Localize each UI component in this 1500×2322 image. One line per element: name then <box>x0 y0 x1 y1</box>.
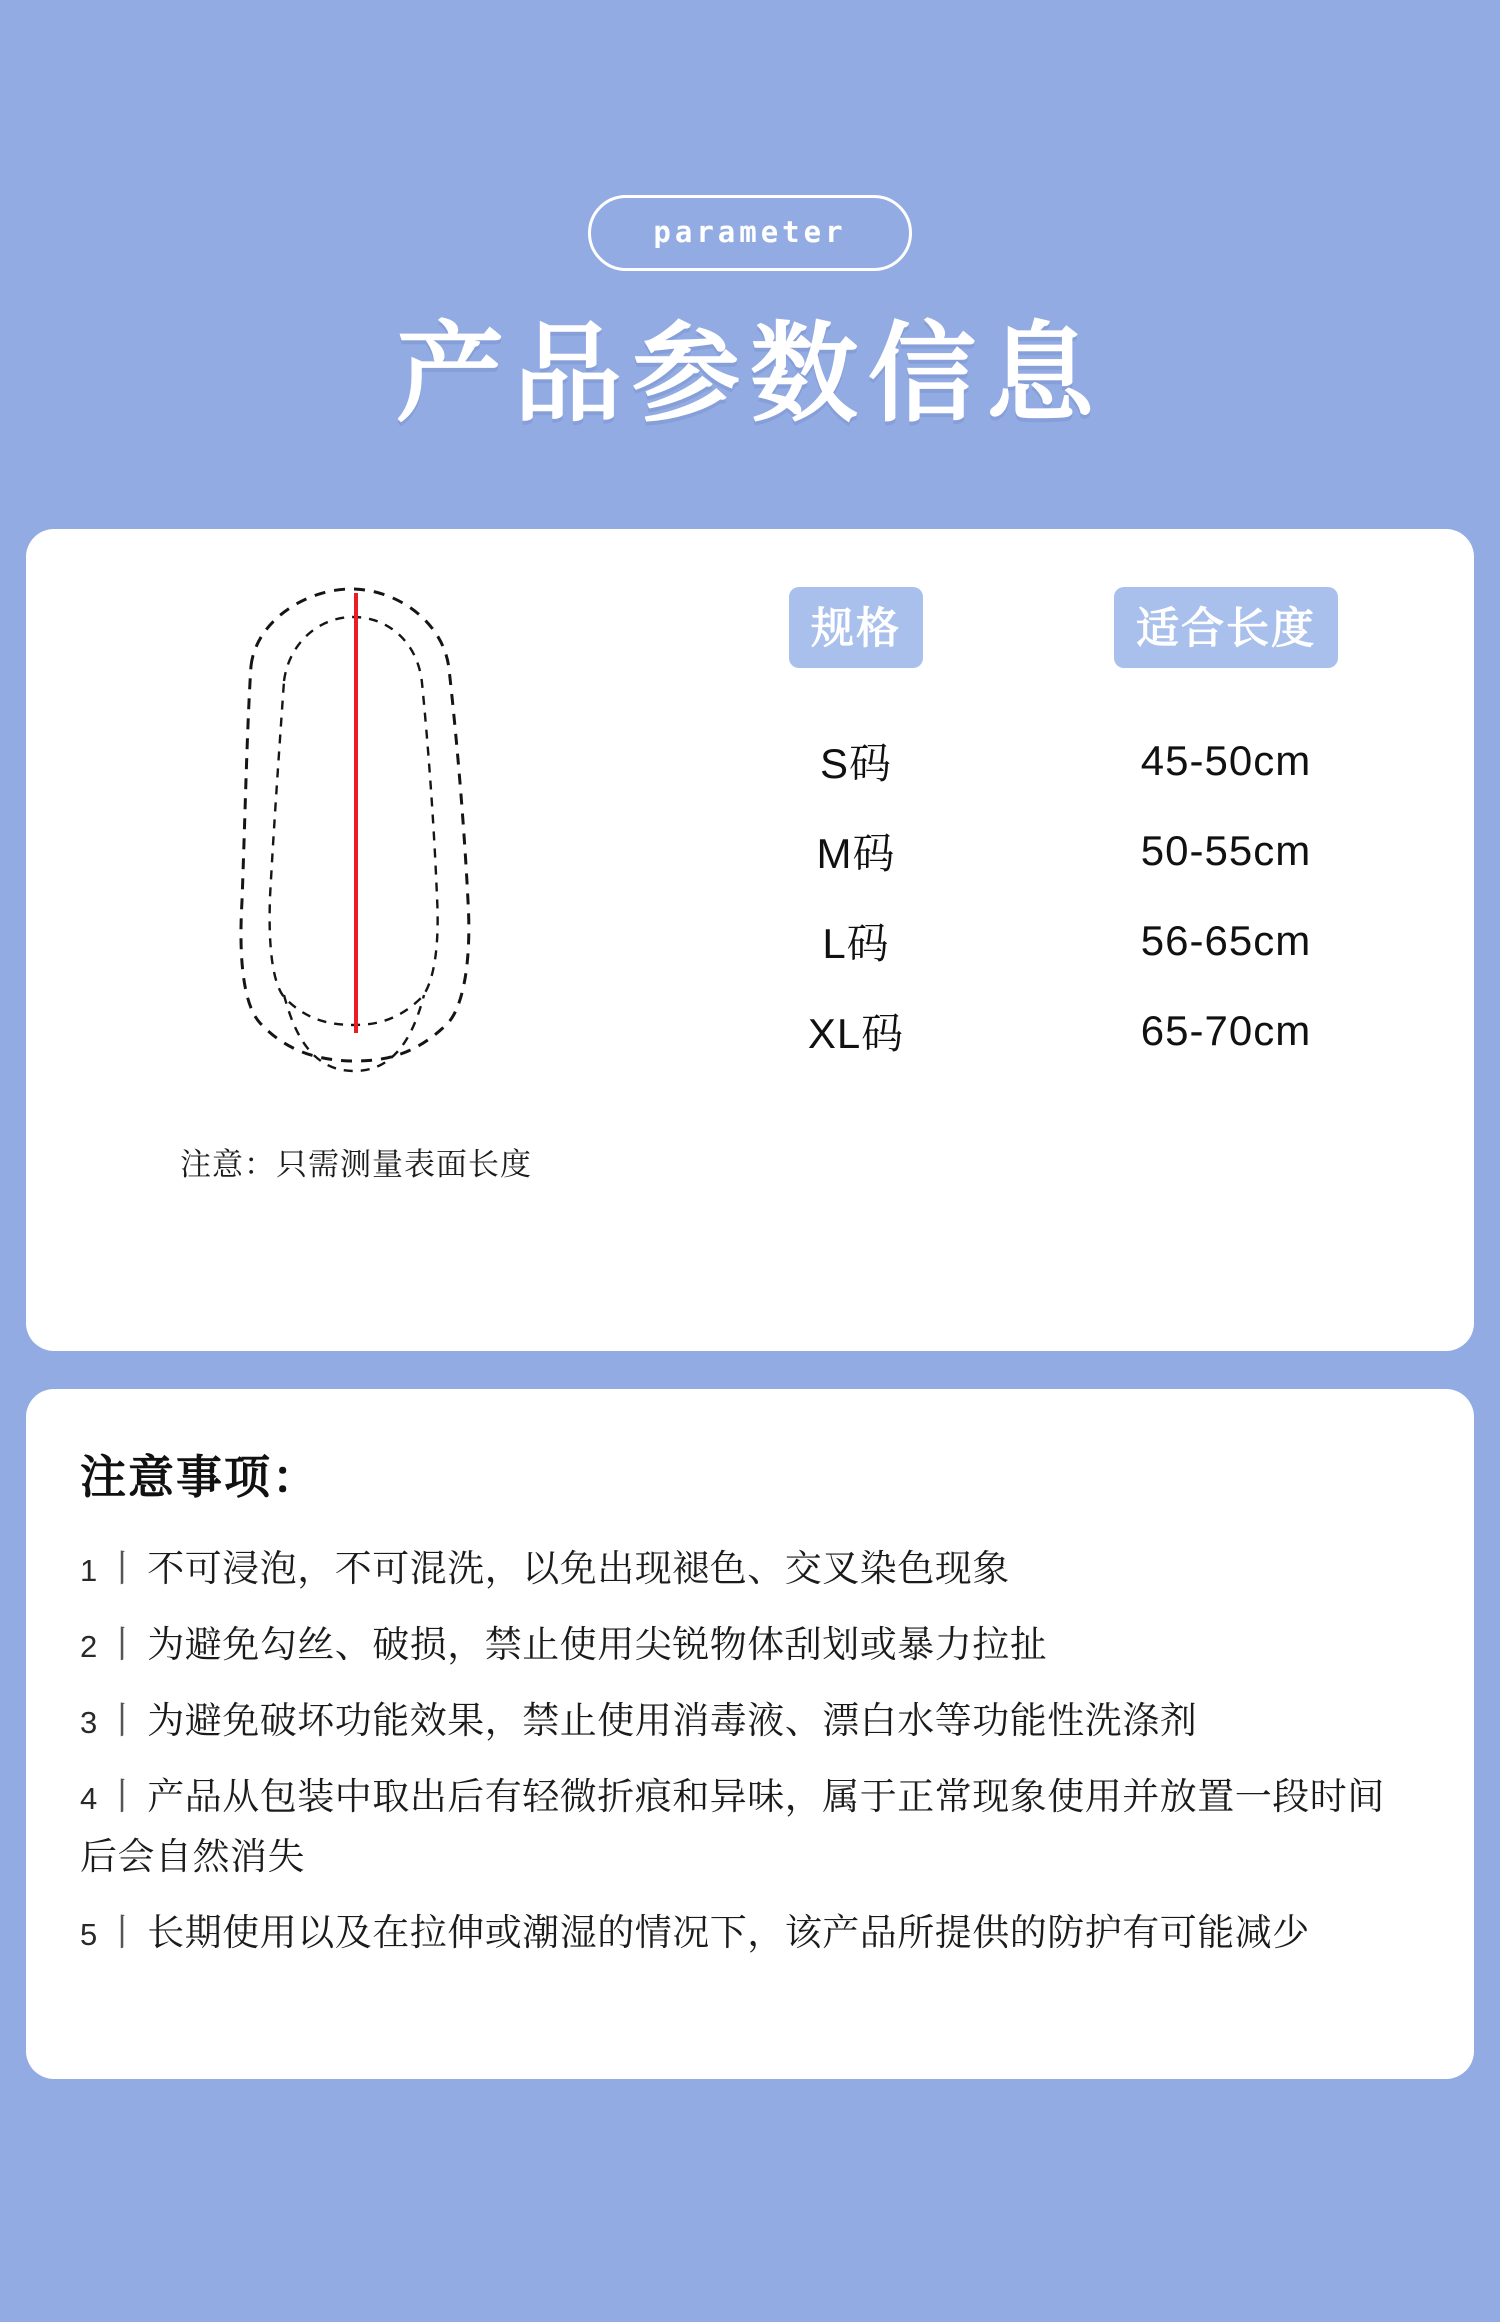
spec-table <box>686 529 1474 1351</box>
table-row <box>686 716 1474 806</box>
cell-length: 50-55cm <box>1140 827 1312 875</box>
notice-text: 为避免破坏功能效果，禁止使用消毒液、漂白水等功能性洗涤剂 <box>147 1700 1198 1742</box>
notice-title: 注意事项： <box>80 1451 320 1504</box>
spec-column-length-label: 适合长度 <box>1114 587 1338 668</box>
cell-size: L码 <box>822 920 890 968</box>
list-item <box>80 1767 1420 1887</box>
spec-card <box>26 529 1474 1351</box>
notice-text: 长期使用以及在拉伸或潮湿的情况下，该产品所提供的防护有可能减少 <box>147 1911 1310 1953</box>
list-item <box>80 1903 1420 1963</box>
notice-text: 为避免勾丝、破损，禁止使用尖锐物体刮划或暴力拉扯 <box>147 1624 1048 1666</box>
leg-sleeve-diagram-icon <box>156 571 556 1131</box>
diagram-area <box>26 529 686 1351</box>
notice-divider: 丨 <box>103 1911 142 1953</box>
table-row <box>686 806 1474 896</box>
table-row <box>686 986 1474 1076</box>
notice-divider: 丨 <box>103 1700 142 1742</box>
cell-length: 56-65cm <box>1140 917 1312 965</box>
table-row <box>686 896 1474 986</box>
cell-length: 45-50cm <box>1140 737 1312 785</box>
spec-column-size-label: 规格 <box>789 587 923 668</box>
spec-column-length <box>1026 587 1426 668</box>
spec-column-size <box>686 587 1026 668</box>
page-header <box>0 0 1500 437</box>
spec-table-header <box>686 587 1474 668</box>
notice-number: 4 <box>80 1781 98 1816</box>
cell-size: M码 <box>816 830 896 878</box>
spec-table-body <box>686 716 1474 1076</box>
cell-length: 65-70cm <box>1140 1007 1312 1055</box>
cell-size: S码 <box>819 740 892 788</box>
notice-card <box>26 1389 1474 2079</box>
list-item <box>80 1691 1420 1751</box>
page-title: 产品参数信息 <box>395 312 1104 437</box>
notice-number: 1 <box>80 1553 98 1589</box>
list-item <box>80 1539 1420 1599</box>
notice-number: 3 <box>80 1705 98 1741</box>
notice-divider: 丨 <box>103 1548 142 1590</box>
notice-number: 5 <box>80 1916 98 1952</box>
list-item <box>80 1615 1420 1675</box>
notice-text: 不可浸泡，不可混洗，以免出现褪色、交叉染色现象 <box>147 1548 1010 1590</box>
parameter-pill: parameter <box>588 195 911 271</box>
diagram-note: 注意：只需测量表面长度 <box>180 1147 532 1183</box>
notice-divider: 丨 <box>103 1624 142 1666</box>
notice-text: 产品从包装中取出后有轻微折痕和异味，属于正常现象使用并放置一段时间后会自然消失 <box>80 1776 1385 1877</box>
cell-size: XL码 <box>807 1010 905 1058</box>
notice-number: 2 <box>80 1629 98 1665</box>
notice-divider: 丨 <box>103 1776 142 1817</box>
